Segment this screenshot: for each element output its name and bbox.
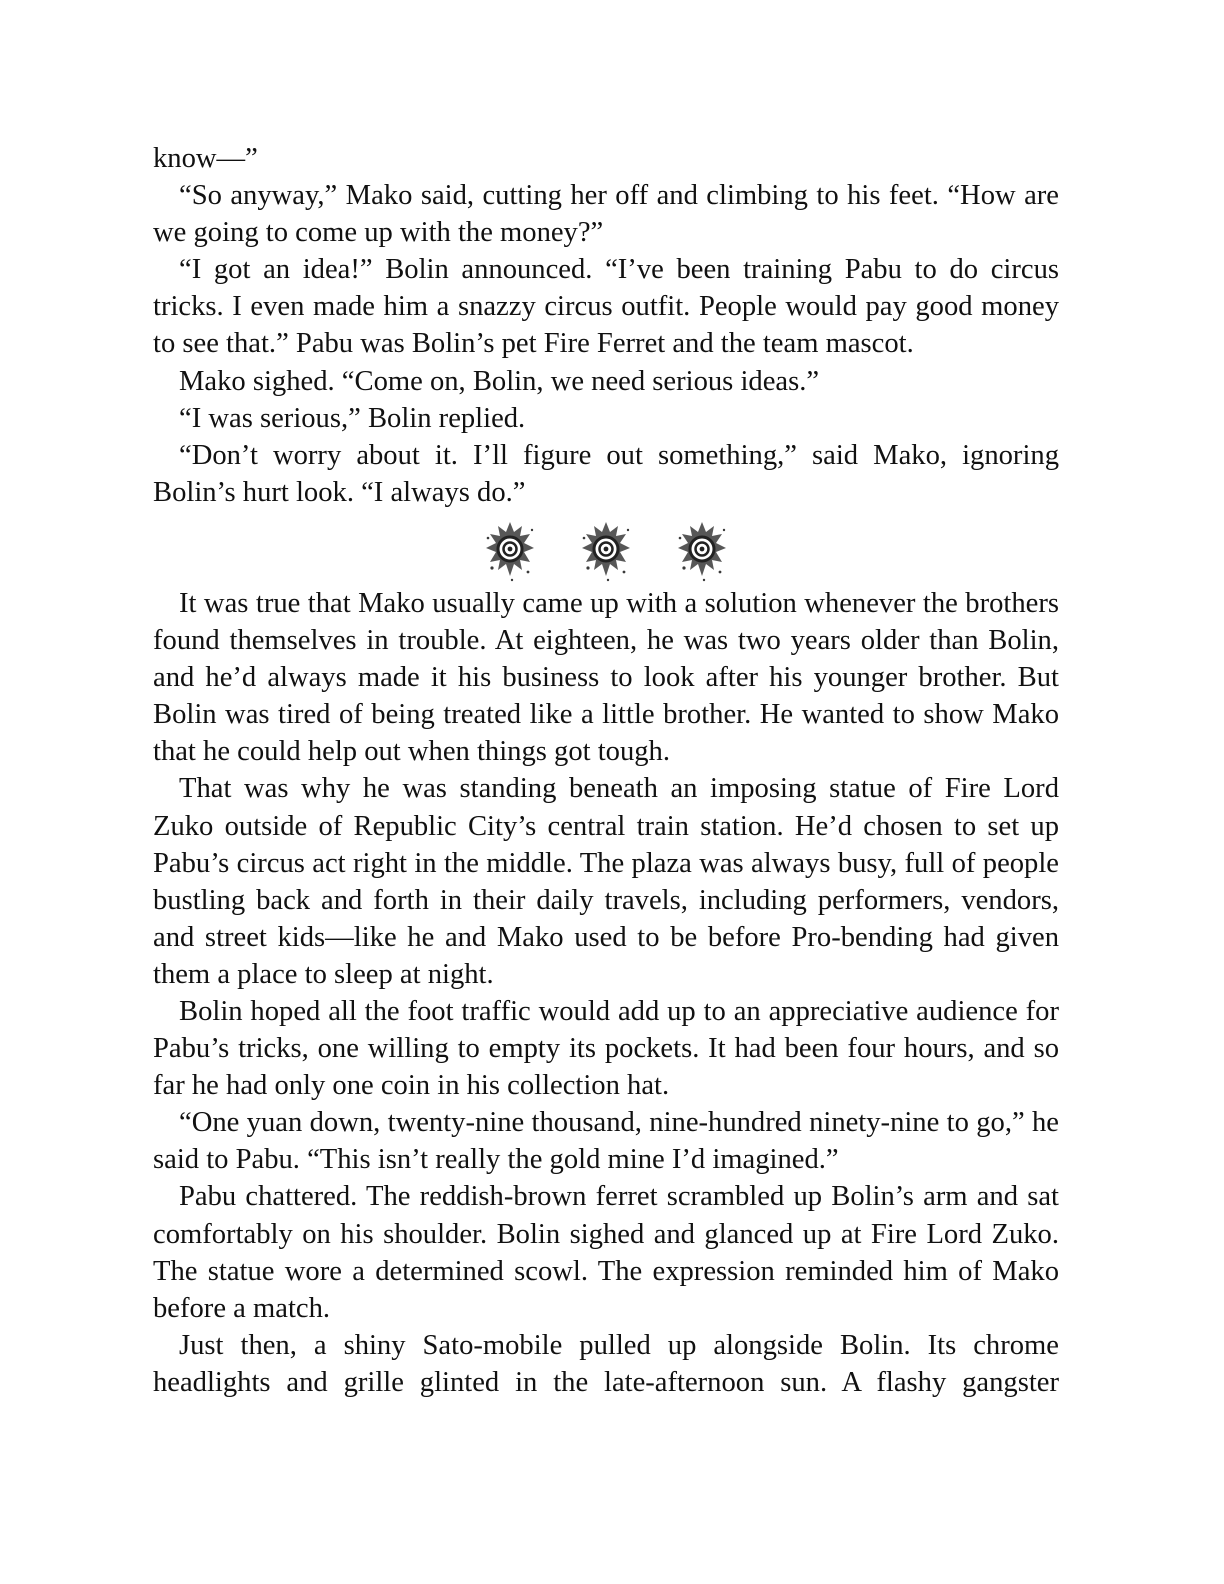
paragraph: Mako sighed. “Come on, Bolin, we need serious ideas.” bbox=[179, 365, 820, 397]
paragraph: “One yuan down, twenty-nine thousand, nine-hundred ninety-nine to go,” he said to Pabu. “This isn’t really the gold mine I’d imagined.” bbox=[153, 1107, 1059, 1176]
paragraph: “So anyway,” Mako said, cutting her off and climbing to his feet. “How are we going to come up with the money?” bbox=[153, 180, 1059, 249]
paragraph: know—” bbox=[153, 143, 258, 174]
fire-ornament-icon bbox=[674, 518, 730, 584]
paragraph: “I got an idea!” Bolin announced. “I’ve been training Pabu to do circus tricks. I even made him a snazzy circus outfit. People would pay good money to see that.” Pabu was Bolin’s pet Fire Ferret and the team mascot. bbox=[153, 254, 1059, 360]
paragraph: “I was serious,” Bolin replied. bbox=[179, 402, 526, 434]
paragraph: Pabu chattered. The reddish-brown ferret scrambled up Bolin’s arm and sat comfortably on his shoulder. Bolin sighed and glanced up at Fire Lord Zuko. The statue wore a determined scowl. The expression reminded him of Mako before a match. bbox=[153, 1181, 1059, 1324]
paragraph: Just then, a shiny Sato-mobile pulled up alongside Bolin. Its chrome headlights and grille glinted in the late-afternoon sun. A flashy gangster bbox=[153, 1329, 1059, 1398]
paragraph: Bolin hoped all the foot traffic would add up to an appreciative audience for Pabu’s tricks, one willing to empty its pockets. It had been four hours, and so far he had only one coin in his collection hat. bbox=[153, 995, 1059, 1102]
fire-ornament-icon bbox=[578, 518, 634, 584]
book-page bbox=[153, 140, 1059, 1401]
section-break bbox=[153, 511, 1059, 591]
paragraph: It was true that Mako usually came up with a solution whenever the brothers found themselves in trouble. At eighteen, he was two years older than Bolin, and he’d always made it his business to look after his younger brother. But Bolin was tired of being treated like a little brother. He wanted to show Mako that he could help out when things got tough. bbox=[153, 587, 1059, 768]
paragraph: That was why he was standing beneath an imposing statue of Fire Lord Zuko outside of Republic City’s central train station. He’d chosen to set up Pabu’s circus act right in the middle. The plaza was always busy, full of people bustling back and forth in their daily travels, including performers, vendors, and street kids—like he and Mako used to be before Pro-bending had given them a place to sleep at night. bbox=[153, 773, 1059, 990]
paragraph: “Don’t worry about it. I’ll figure out something,” said Mako, ignoring Bolin’s hurt look. “I always do.” bbox=[153, 439, 1059, 508]
fire-ornament-icon bbox=[482, 518, 538, 584]
